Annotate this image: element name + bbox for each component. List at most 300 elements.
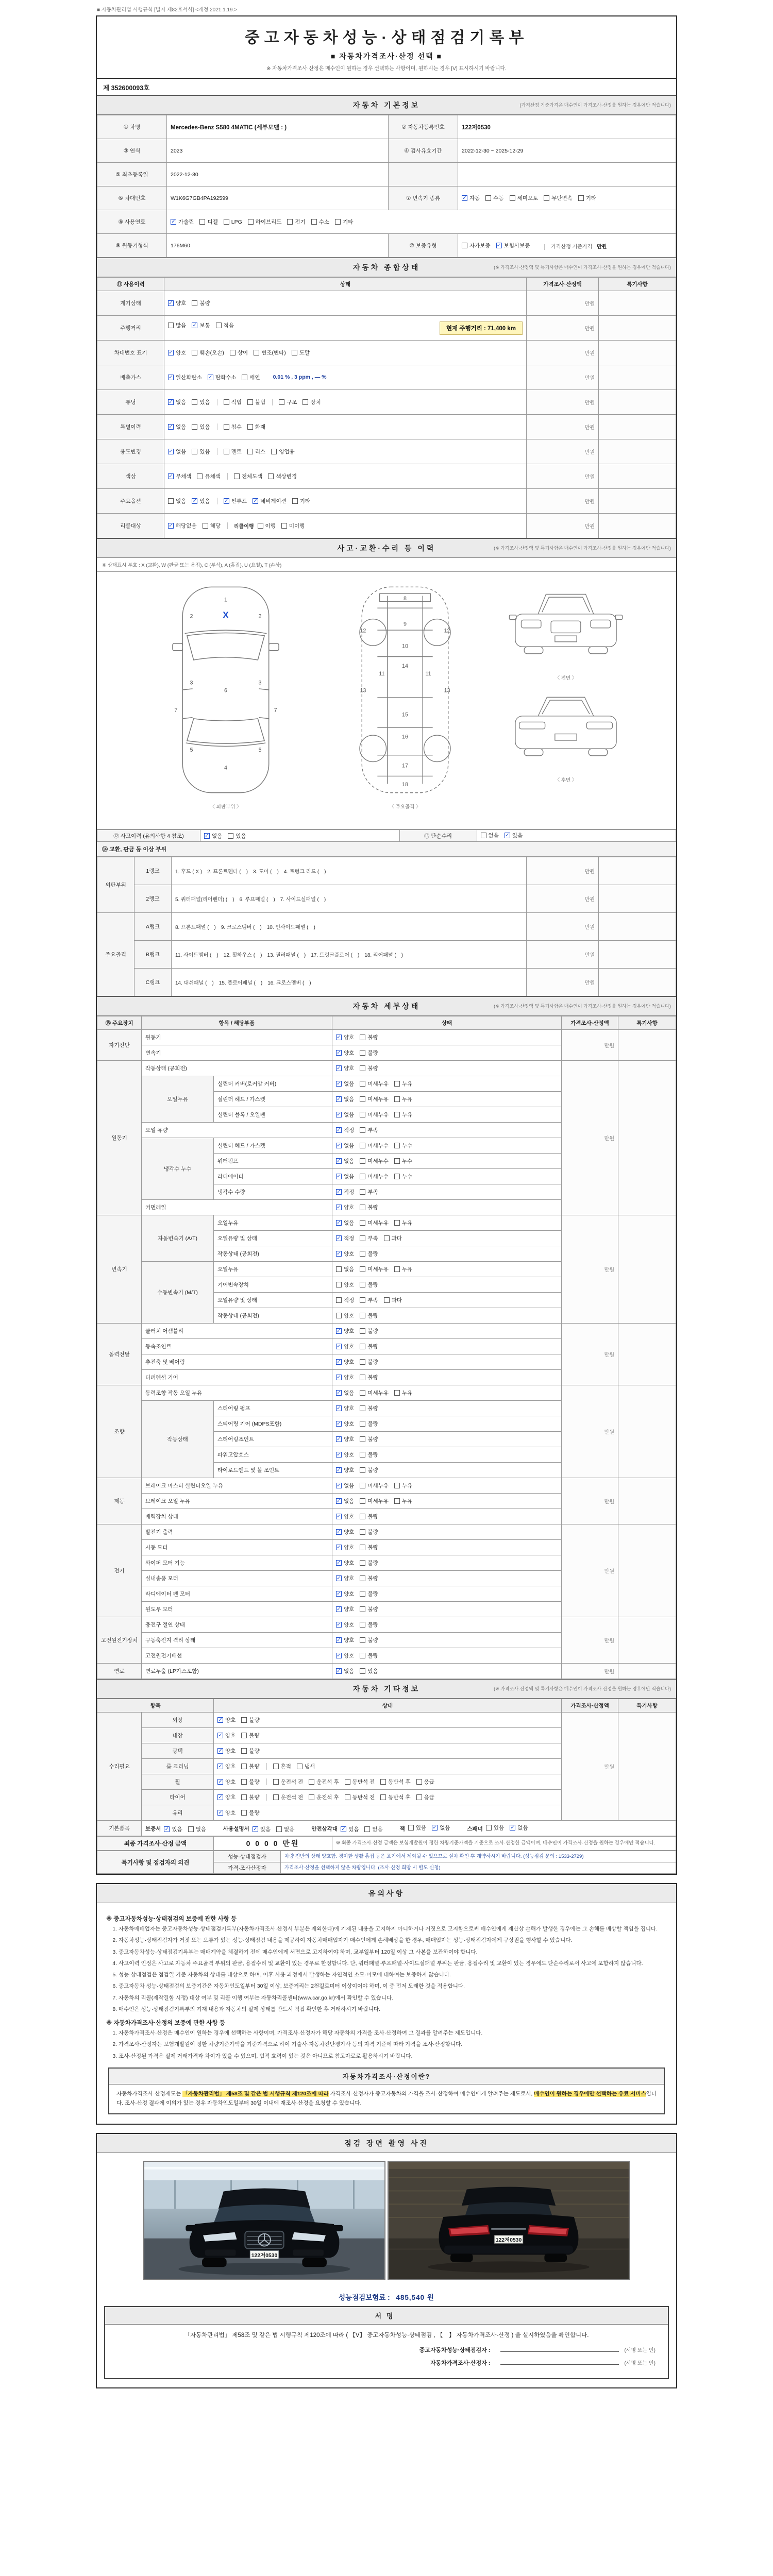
checkbox-option[interactable] <box>336 1080 354 1088</box>
checkbox-option[interactable] <box>336 1451 354 1459</box>
checkbox-option[interactable] <box>336 1621 354 1629</box>
checkbox-label: 불량 <box>367 1205 378 1211</box>
checkbox-option[interactable] <box>309 1793 339 1801</box>
checkbox-option[interactable] <box>168 299 186 307</box>
checkbox-option[interactable] <box>335 218 353 226</box>
checkbox-option[interactable] <box>171 218 194 226</box>
checkbox-option[interactable] <box>192 349 224 357</box>
option-groups <box>336 1667 384 1675</box>
checkbox-option[interactable] <box>360 1559 378 1567</box>
checkbox-option[interactable] <box>241 1793 259 1801</box>
checkbox-label: 양호 <box>344 1328 355 1334</box>
checkbox-label: 운전석 후 <box>316 1794 339 1801</box>
checkbox-option[interactable] <box>292 497 310 505</box>
highlighted-text: 「자동차관리법」 제58조 및 같은 법 시행규칙 제120조에 따라 <box>182 2090 329 2097</box>
checkbox-option[interactable] <box>297 1762 315 1770</box>
checkbox-label: 불량 <box>367 1344 378 1350</box>
device-label: 동력전달 <box>97 1324 142 1385</box>
checkbox-option[interactable] <box>360 1033 378 1041</box>
checkbox-option[interactable] <box>394 1482 412 1489</box>
checkbox-option[interactable] <box>360 1374 378 1381</box>
checkbox-option[interactable] <box>336 1497 354 1505</box>
checkbox-option[interactable] <box>241 1809 259 1817</box>
checkbox-option[interactable] <box>416 1793 434 1801</box>
status-cell <box>332 1277 562 1293</box>
checkbox-option[interactable] <box>336 1265 354 1273</box>
car-top-view-diagram <box>143 579 309 801</box>
rank-label: A랭크 <box>135 913 172 941</box>
checkbox-option[interactable] <box>192 497 210 505</box>
checkbox-label: 불량 <box>249 1764 260 1770</box>
checkbox-option[interactable] <box>336 1157 354 1165</box>
checkbox-option[interactable] <box>217 1809 236 1817</box>
checkbox-option[interactable] <box>360 1528 378 1536</box>
checkbox-option[interactable] <box>188 1825 206 1833</box>
checkbox-label: 이행 <box>265 523 276 529</box>
checkbox-label: 없음 <box>517 1824 528 1831</box>
checkbox-option[interactable] <box>462 242 491 249</box>
checkbox-option[interactable] <box>248 218 282 226</box>
checkbox-label: 양호 <box>176 350 187 356</box>
component-label: 오일누유 <box>214 1215 332 1231</box>
checkbox-option[interactable] <box>168 472 191 480</box>
checkbox-option[interactable] <box>336 1250 354 1258</box>
price-cell: 만원 <box>562 1478 618 1524</box>
checkbox-option[interactable] <box>336 1559 354 1567</box>
checkbox-option[interactable] <box>168 374 202 381</box>
checkbox-box <box>224 449 229 454</box>
checkbox-option[interactable] <box>360 1605 378 1613</box>
checkbox-option[interactable] <box>336 1513 354 1520</box>
checkbox-option[interactable] <box>192 448 210 455</box>
checkbox-option[interactable] <box>336 1435 354 1443</box>
checkbox-option[interactable] <box>360 1358 378 1366</box>
checkbox-option[interactable] <box>224 219 242 225</box>
checkbox-box <box>241 1764 247 1769</box>
checkbox-option[interactable] <box>394 1080 412 1088</box>
checkbox-option[interactable] <box>336 1327 354 1335</box>
checkbox-option[interactable] <box>247 423 265 431</box>
checkbox-option[interactable] <box>394 1219 412 1227</box>
overall-row <box>97 316 676 341</box>
checkbox-option[interactable] <box>336 1142 354 1149</box>
checkbox-option[interactable] <box>336 1204 354 1211</box>
checkbox-option[interactable] <box>462 194 480 202</box>
option-groups <box>336 1157 418 1165</box>
checkbox-box: ✓ <box>337 1452 341 1458</box>
checkbox-option[interactable] <box>360 1420 378 1428</box>
checkbox-label: 양호 <box>225 1717 236 1723</box>
checkbox-option[interactable] <box>247 448 265 455</box>
price-cell: 만원 <box>562 1324 618 1385</box>
checkbox-label: 전기 <box>295 219 306 225</box>
checkbox-option[interactable] <box>168 497 186 505</box>
checkbox-label: 양호 <box>344 1251 355 1257</box>
checkbox-box: ✓ <box>337 1421 341 1427</box>
checkbox-option[interactable] <box>360 1250 378 1258</box>
checkbox-option[interactable] <box>360 1173 389 1180</box>
checkbox-option[interactable] <box>336 1636 354 1644</box>
checkbox-option[interactable] <box>336 1095 354 1103</box>
current-mileage-badge: 현재 주행거리 : 71,400 km <box>440 321 523 335</box>
checkbox-option[interactable] <box>360 1621 378 1629</box>
model-year-value: 2023 <box>167 139 389 163</box>
checkbox-option[interactable] <box>336 1374 354 1381</box>
group-label: 리콜이행 <box>233 524 254 530</box>
checkbox-option[interactable] <box>287 218 305 226</box>
checkbox-option[interactable] <box>336 1234 354 1242</box>
checkbox-option[interactable] <box>241 1747 259 1755</box>
checkbox-option[interactable] <box>544 194 573 202</box>
detail-row <box>97 1061 676 1076</box>
item-label: 동력조향 작동 오일 누유 <box>142 1385 332 1401</box>
checkbox-option[interactable] <box>273 1778 304 1786</box>
checkbox-option[interactable] <box>216 321 234 329</box>
checkbox-option[interactable] <box>360 1404 378 1412</box>
checkbox-option[interactable] <box>208 374 237 381</box>
checkbox-label: 동반석 전 <box>352 1794 375 1801</box>
checkbox-option[interactable] <box>360 1126 378 1134</box>
checkbox-option[interactable] <box>380 1778 411 1786</box>
checkbox-label: 양호 <box>344 1205 355 1211</box>
checkbox-option[interactable] <box>217 1716 236 1724</box>
checkbox-option[interactable] <box>364 1825 382 1833</box>
checkbox-option[interactable] <box>360 1590 378 1598</box>
parts-cell <box>172 857 527 885</box>
checkbox-box <box>360 1591 365 1597</box>
checkbox-option[interactable] <box>254 349 286 357</box>
checkbox-option[interactable] <box>241 1762 259 1770</box>
section-note: (※ 가격조사·산정액 및 특기사항은 매수인이 가격조사·산정을 원하는 경우에만 적습니다) <box>494 1686 671 1691</box>
panel-number-label: 13 <box>360 687 366 694</box>
checkbox-label: 기타 <box>343 219 354 225</box>
rank-label: C랭크 <box>135 969 172 996</box>
checkbox-option[interactable] <box>336 1466 354 1474</box>
checkbox-option[interactable] <box>394 1389 412 1397</box>
checkbox-option[interactable] <box>253 1825 271 1833</box>
checkbox-option[interactable] <box>336 1420 354 1428</box>
checkbox-option[interactable] <box>394 1173 412 1180</box>
use-history-label: 계기상태 <box>97 291 164 316</box>
checkbox-option[interactable] <box>273 1793 304 1801</box>
remark-cell <box>599 913 676 941</box>
checkbox-option[interactable] <box>360 1265 389 1273</box>
checkbox-option[interactable] <box>168 321 186 329</box>
checkbox-box <box>394 1112 400 1117</box>
checkbox-box <box>230 350 236 355</box>
component-label: 오일누유 <box>214 1262 332 1277</box>
checkbox-option[interactable] <box>303 398 321 406</box>
checkbox-box <box>384 1297 390 1303</box>
checkbox-option[interactable] <box>276 1825 294 1833</box>
etc-info-table <box>97 1699 676 1836</box>
checkbox-option[interactable] <box>204 832 222 840</box>
checkbox-option[interactable] <box>360 1157 389 1165</box>
option-groups <box>336 1358 384 1366</box>
checkbox-box <box>360 1096 365 1102</box>
checkbox-label: 훼손(오손) <box>199 350 224 356</box>
checkbox-option[interactable] <box>360 1343 378 1350</box>
status-cell <box>332 1154 562 1169</box>
option-groups <box>341 1825 389 1833</box>
checkbox-option[interactable] <box>168 423 186 431</box>
checkbox-option[interactable] <box>360 1389 389 1397</box>
price-cell: 만원 <box>562 1524 618 1617</box>
checkbox-option[interactable] <box>384 1234 402 1242</box>
checkbox-box <box>192 399 197 405</box>
status-cell <box>332 1633 562 1648</box>
checkbox-option[interactable] <box>241 1778 259 1786</box>
checkbox-option[interactable] <box>360 1435 378 1443</box>
checkbox-option[interactable] <box>197 472 220 480</box>
checkbox-option[interactable] <box>247 398 265 406</box>
rank-row <box>97 969 676 996</box>
checkbox-label: 적정 <box>344 1127 355 1133</box>
checkbox-option[interactable] <box>336 1667 354 1675</box>
checkbox-option[interactable] <box>485 194 503 202</box>
checkbox-option[interactable] <box>242 374 260 381</box>
checkbox-option[interactable] <box>360 1497 389 1505</box>
checkbox-option[interactable] <box>273 1762 291 1770</box>
checkbox-option[interactable] <box>168 522 197 530</box>
checkbox-option[interactable] <box>360 1281 378 1289</box>
checkbox-option[interactable] <box>224 398 242 406</box>
checkbox-option[interactable] <box>360 1080 389 1088</box>
checkbox-label: 양호 <box>344 1529 355 1535</box>
status-cell <box>332 1401 562 1416</box>
checkbox-option[interactable] <box>253 497 287 505</box>
checkbox-label: 불량 <box>367 1560 378 1566</box>
checkbox-option[interactable] <box>380 1793 411 1801</box>
checkbox-label: 없음 <box>176 399 187 405</box>
checkbox-option[interactable] <box>241 1716 259 1724</box>
checkbox-option[interactable] <box>336 1049 354 1057</box>
checkbox-label: 썬루프 <box>231 498 247 504</box>
option-groups <box>168 321 240 329</box>
checkbox-option[interactable] <box>336 1033 354 1041</box>
checkbox-option[interactable] <box>394 1265 412 1273</box>
checkbox-option[interactable] <box>224 423 242 431</box>
checkbox-option[interactable] <box>360 1327 378 1335</box>
status-cell <box>164 365 527 390</box>
checkbox-option[interactable] <box>336 1188 354 1196</box>
checkbox-label: 양호 <box>344 1065 355 1072</box>
price-cell: 만원 <box>562 1215 618 1324</box>
checkbox-option[interactable] <box>481 832 499 839</box>
checkbox-option[interactable] <box>192 423 210 431</box>
checkbox-option[interactable] <box>486 1824 504 1832</box>
checkbox-option[interactable] <box>360 1312 378 1319</box>
checkbox-option[interactable] <box>360 1667 378 1675</box>
checkbox-option[interactable] <box>268 472 297 480</box>
checkbox-option[interactable] <box>360 1064 378 1072</box>
price-cell: 만원 <box>527 941 599 969</box>
checkbox-option[interactable] <box>336 1312 354 1319</box>
checkbox-option[interactable] <box>394 1142 412 1149</box>
checkbox-option[interactable] <box>292 349 310 357</box>
checkbox-option[interactable] <box>416 1778 434 1786</box>
checkbox-option[interactable] <box>496 242 530 249</box>
checkbox-option[interactable] <box>336 1652 354 1659</box>
checkbox-option[interactable] <box>234 472 263 480</box>
checkbox-option[interactable] <box>384 1296 402 1304</box>
final-price-table <box>97 1836 676 1851</box>
checkbox-option[interactable] <box>258 522 276 530</box>
checkbox-box: ✓ <box>337 1498 341 1504</box>
checkbox-option[interactable] <box>408 1824 426 1832</box>
checkbox-option[interactable] <box>360 1095 389 1103</box>
checkbox-option[interactable] <box>311 218 329 226</box>
checkbox-option[interactable] <box>360 1219 389 1227</box>
rank-label: 2랭크 <box>135 885 172 913</box>
checkbox-option[interactable] <box>360 1049 378 1057</box>
checkbox-box: ✓ <box>337 1189 341 1195</box>
checkbox-option[interactable] <box>336 1173 354 1180</box>
checkbox-label: 디젤 <box>207 219 218 225</box>
checkbox-option[interactable] <box>360 1482 389 1489</box>
checkbox-box <box>336 1297 342 1303</box>
title-box <box>97 16 676 79</box>
checkbox-option[interactable] <box>336 1389 354 1397</box>
checkbox-label: 있음 <box>348 1826 359 1833</box>
notice-item: 1. 자동차가격조사·산정은 매수인이 원하는 경우에 선택하는 사항이며, 가격조사·산정자가 해당 자동차의 가격을 조사·산정하여 그 결과를 알려주는 제도입니다. <box>119 2029 667 2037</box>
checkbox-option[interactable] <box>578 194 596 202</box>
checkbox-option[interactable] <box>199 218 217 226</box>
frame-diagram-panel <box>322 579 488 810</box>
checkbox-option[interactable] <box>336 1281 354 1289</box>
status-cell <box>214 1759 562 1774</box>
checkbox-option[interactable] <box>168 398 186 406</box>
checkbox-option[interactable] <box>360 1296 378 1304</box>
status-cell <box>214 1774 562 1790</box>
checkbox-box: ✓ <box>218 1764 223 1769</box>
checkbox-box <box>224 424 229 430</box>
signature-line[interactable] <box>117 2358 656 2367</box>
checkbox-box <box>360 1251 365 1257</box>
status-cell <box>332 1169 562 1184</box>
component-label: 실린더 헤드 / 가스켓 <box>214 1092 332 1107</box>
checkbox-option[interactable] <box>360 1513 378 1520</box>
remark-cell <box>618 1030 676 1061</box>
rank-label: 1랭크 <box>135 857 172 885</box>
checkbox-option[interactable] <box>360 1188 378 1196</box>
checkbox-label: 운전석 전 <box>280 1794 304 1801</box>
checkbox-option[interactable] <box>168 349 186 357</box>
checkbox-option[interactable] <box>224 448 242 455</box>
checkbox-option[interactable] <box>336 1219 354 1227</box>
checkbox-option[interactable] <box>217 1762 236 1770</box>
checkbox-option[interactable] <box>217 1732 236 1739</box>
checkbox-option[interactable] <box>228 832 246 840</box>
checkbox-option[interactable] <box>360 1544 378 1551</box>
checkbox-option[interactable] <box>394 1497 412 1505</box>
checkbox-option[interactable] <box>230 349 248 357</box>
checkbox-option[interactable] <box>164 1825 182 1833</box>
checkbox-option[interactable] <box>360 1636 378 1644</box>
inspector-opinion-text: 차량 전반의 상태 양호함. 경미한 생활 흠집 등은 표기에서 제외될 수 있으므로 실차 확인 후 계약하시기 바랍니다. (성능점검 문의 : 1533-2729) <box>281 1851 676 1862</box>
checkbox-box: ✓ <box>337 1220 341 1226</box>
checkbox-option[interactable] <box>309 1778 339 1786</box>
checkbox-label: 없음 <box>344 1483 355 1489</box>
checkbox-option[interactable] <box>394 1095 412 1103</box>
checkbox-option[interactable] <box>203 522 221 530</box>
panel-number-label: 6 <box>224 687 227 694</box>
checkbox-option[interactable] <box>168 448 186 455</box>
checkbox-option[interactable] <box>345 1793 375 1801</box>
checkbox-option[interactable] <box>336 1528 354 1536</box>
option-groups <box>336 1528 384 1536</box>
signature-line[interactable] <box>117 2345 656 2354</box>
checkbox-option[interactable] <box>336 1358 354 1366</box>
checkbox-option[interactable] <box>336 1590 354 1598</box>
insurance-fee-value: 485,540 원 <box>396 2293 434 2301</box>
detail-row <box>97 1664 676 1679</box>
checkbox-option[interactable] <box>336 1343 354 1350</box>
checkbox-option[interactable] <box>217 1778 236 1786</box>
inspection-period-value: 2022-12-30 ~ 2025-12-29 <box>458 139 676 163</box>
checkbox-option[interactable] <box>336 1574 354 1582</box>
checkbox-option[interactable] <box>394 1157 412 1165</box>
checkbox-option[interactable] <box>360 1204 378 1211</box>
checkbox-option[interactable] <box>224 497 247 505</box>
checkbox-option[interactable] <box>336 1296 354 1304</box>
checkbox-option[interactable] <box>192 321 210 329</box>
table-header-row <box>97 1699 676 1713</box>
checkbox-box: ✓ <box>169 449 173 454</box>
checkbox-option[interactable] <box>336 1605 354 1613</box>
checkbox-option[interactable] <box>336 1111 354 1118</box>
checkbox-option[interactable] <box>510 1824 528 1832</box>
checkbox-option[interactable] <box>360 1234 378 1242</box>
checkbox-option[interactable] <box>336 1482 354 1489</box>
checkbox-box <box>394 1081 400 1087</box>
group-divider <box>272 399 273 405</box>
checkbox-option[interactable] <box>241 1732 259 1739</box>
repair-needed-label: 수리필요 <box>97 1713 142 1821</box>
checkbox-option[interactable] <box>217 1747 236 1755</box>
checkbox-option[interactable] <box>336 1404 354 1412</box>
checkbox-option[interactable] <box>336 1126 354 1134</box>
checkbox-option[interactable] <box>360 1142 389 1149</box>
checkbox-option[interactable] <box>345 1778 375 1786</box>
checkbox-option[interactable] <box>432 1824 450 1832</box>
checkbox-option[interactable] <box>341 1825 359 1833</box>
checkbox-option[interactable] <box>360 1466 378 1474</box>
checkbox-option[interactable] <box>192 299 210 307</box>
checkbox-option[interactable] <box>360 1111 389 1118</box>
status-cell <box>214 1713 562 1728</box>
checkbox-option[interactable] <box>360 1574 378 1582</box>
checkbox-option[interactable] <box>510 194 539 202</box>
checkbox-option[interactable] <box>360 1652 378 1659</box>
checkbox-option[interactable] <box>394 1111 412 1118</box>
option-groups <box>336 1296 408 1304</box>
checkbox-option[interactable] <box>336 1064 354 1072</box>
checkbox-option[interactable] <box>271 448 294 455</box>
checkbox-option[interactable] <box>336 1544 354 1551</box>
checkbox-option[interactable] <box>192 398 210 406</box>
checkbox-box: ✓ <box>208 375 213 380</box>
checkbox-label: 불량 <box>367 1653 378 1659</box>
checkbox-label: 있음 <box>236 833 246 839</box>
checkbox-option[interactable] <box>360 1451 378 1459</box>
checkbox-option[interactable] <box>505 832 523 839</box>
notice-sheet <box>96 1883 677 2125</box>
checkbox-option[interactable] <box>279 398 297 406</box>
checkbox-option[interactable] <box>281 522 305 530</box>
checkbox-label: 양호 <box>344 1050 355 1056</box>
checkbox-option[interactable] <box>217 1793 236 1801</box>
